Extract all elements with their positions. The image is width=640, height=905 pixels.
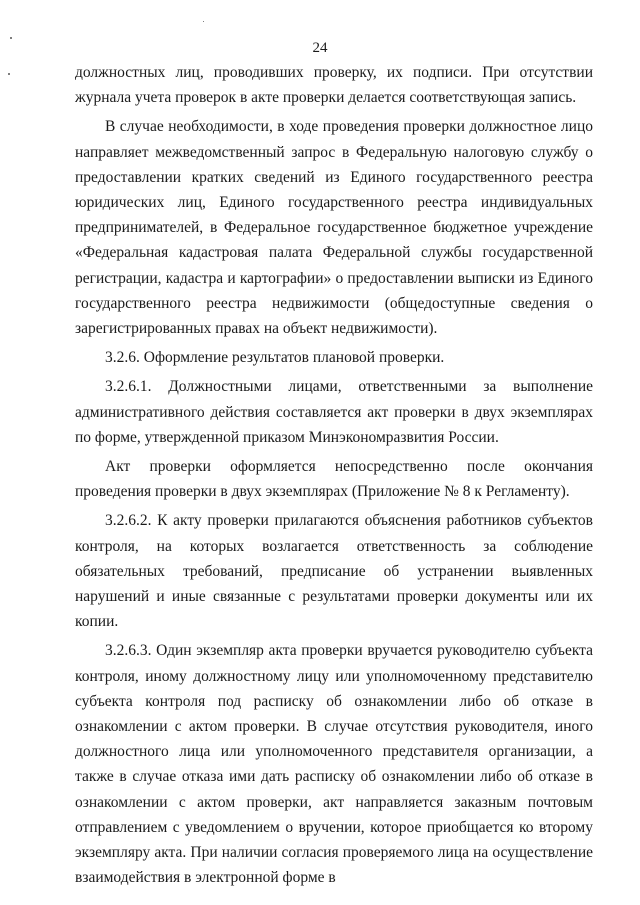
- paragraph-act-preparation: Акт проверки оформляется непосредственно после окончания проведения проверки в двух экземплярах (Приложение № 8 к Регламенту).: [75, 458, 593, 501]
- paragraph-section-3-2-6-1: 3.2.6.1. Должностными лицами, ответственными за выполнение административного действия составляется акт проверки в двух экземплярах по форме, утвержденной приказом Минэкономразвития России.: [75, 378, 593, 446]
- scan-speck: [10, 37, 12, 39]
- document-body: [75, 60, 593, 895]
- paragraph-continuation: должностных лиц, проводивших проверку, их подписи. При отсутствии журнала учета проверок в акте проверки делается соответствующая запись.: [75, 64, 593, 107]
- scan-speck: [8, 73, 10, 75]
- paragraph-section-3-2-6: 3.2.6. Оформление результатов плановой проверки.: [105, 349, 445, 367]
- paragraph-section-3-2-6-2: 3.2.6.2. К акту проверки прилагаются объяснения работников субъектов контроля, на которых возлагается ответственность за соблюдение обязательных требований, предписание об устранении выявленных нарушений и иные связанные с результатами проверки документы или их копии.: [75, 512, 593, 631]
- page-number: 24: [312, 40, 328, 56]
- scan-speck: [203, 21, 204, 22]
- paragraph-interagency-request: В случае необходимости, в ходе проведения проверки должностное лицо направляет межведомственный запрос в Федеральную налоговую службу о предоставлении кратких сведений из Единого государственного реестра юридических лиц, Единого государственного реестра индивидуальных предпринимателей, в Федеральное государственное бюджетное учреждение «Федеральная кадастровая палата Федеральной службы государственной регистрации, кадастра и картографии» о предоставлении выписки из Единого государственного реестра недвижимости (общедоступные сведения о зарегистрированных правах на объект недвижимости).: [75, 118, 593, 338]
- paragraph-section-3-2-6-3: 3.2.6.3. Один экземпляр акта проверки вручается руководителю субъекта контроля, иному должностному лицу или уполномоченному представителю субъекта контроля под расписку об ознакомлении либо об отказе в ознакомлении с актом проверки. В случае отсутствия руководителя, иного должностного лица или уполномоченного представителя организации, а также в случае отказа ими дать расписку об ознакомлении либо об отказе в ознакомлении с актом проверки, акт направляется заказным почтовым отправлением с уведомлением о вручении, которое приобщается ко второму экземпляру акта. При наличии согласия проверяемого лица на осуществление взаимодействия в электронной форме в: [75, 642, 593, 887]
